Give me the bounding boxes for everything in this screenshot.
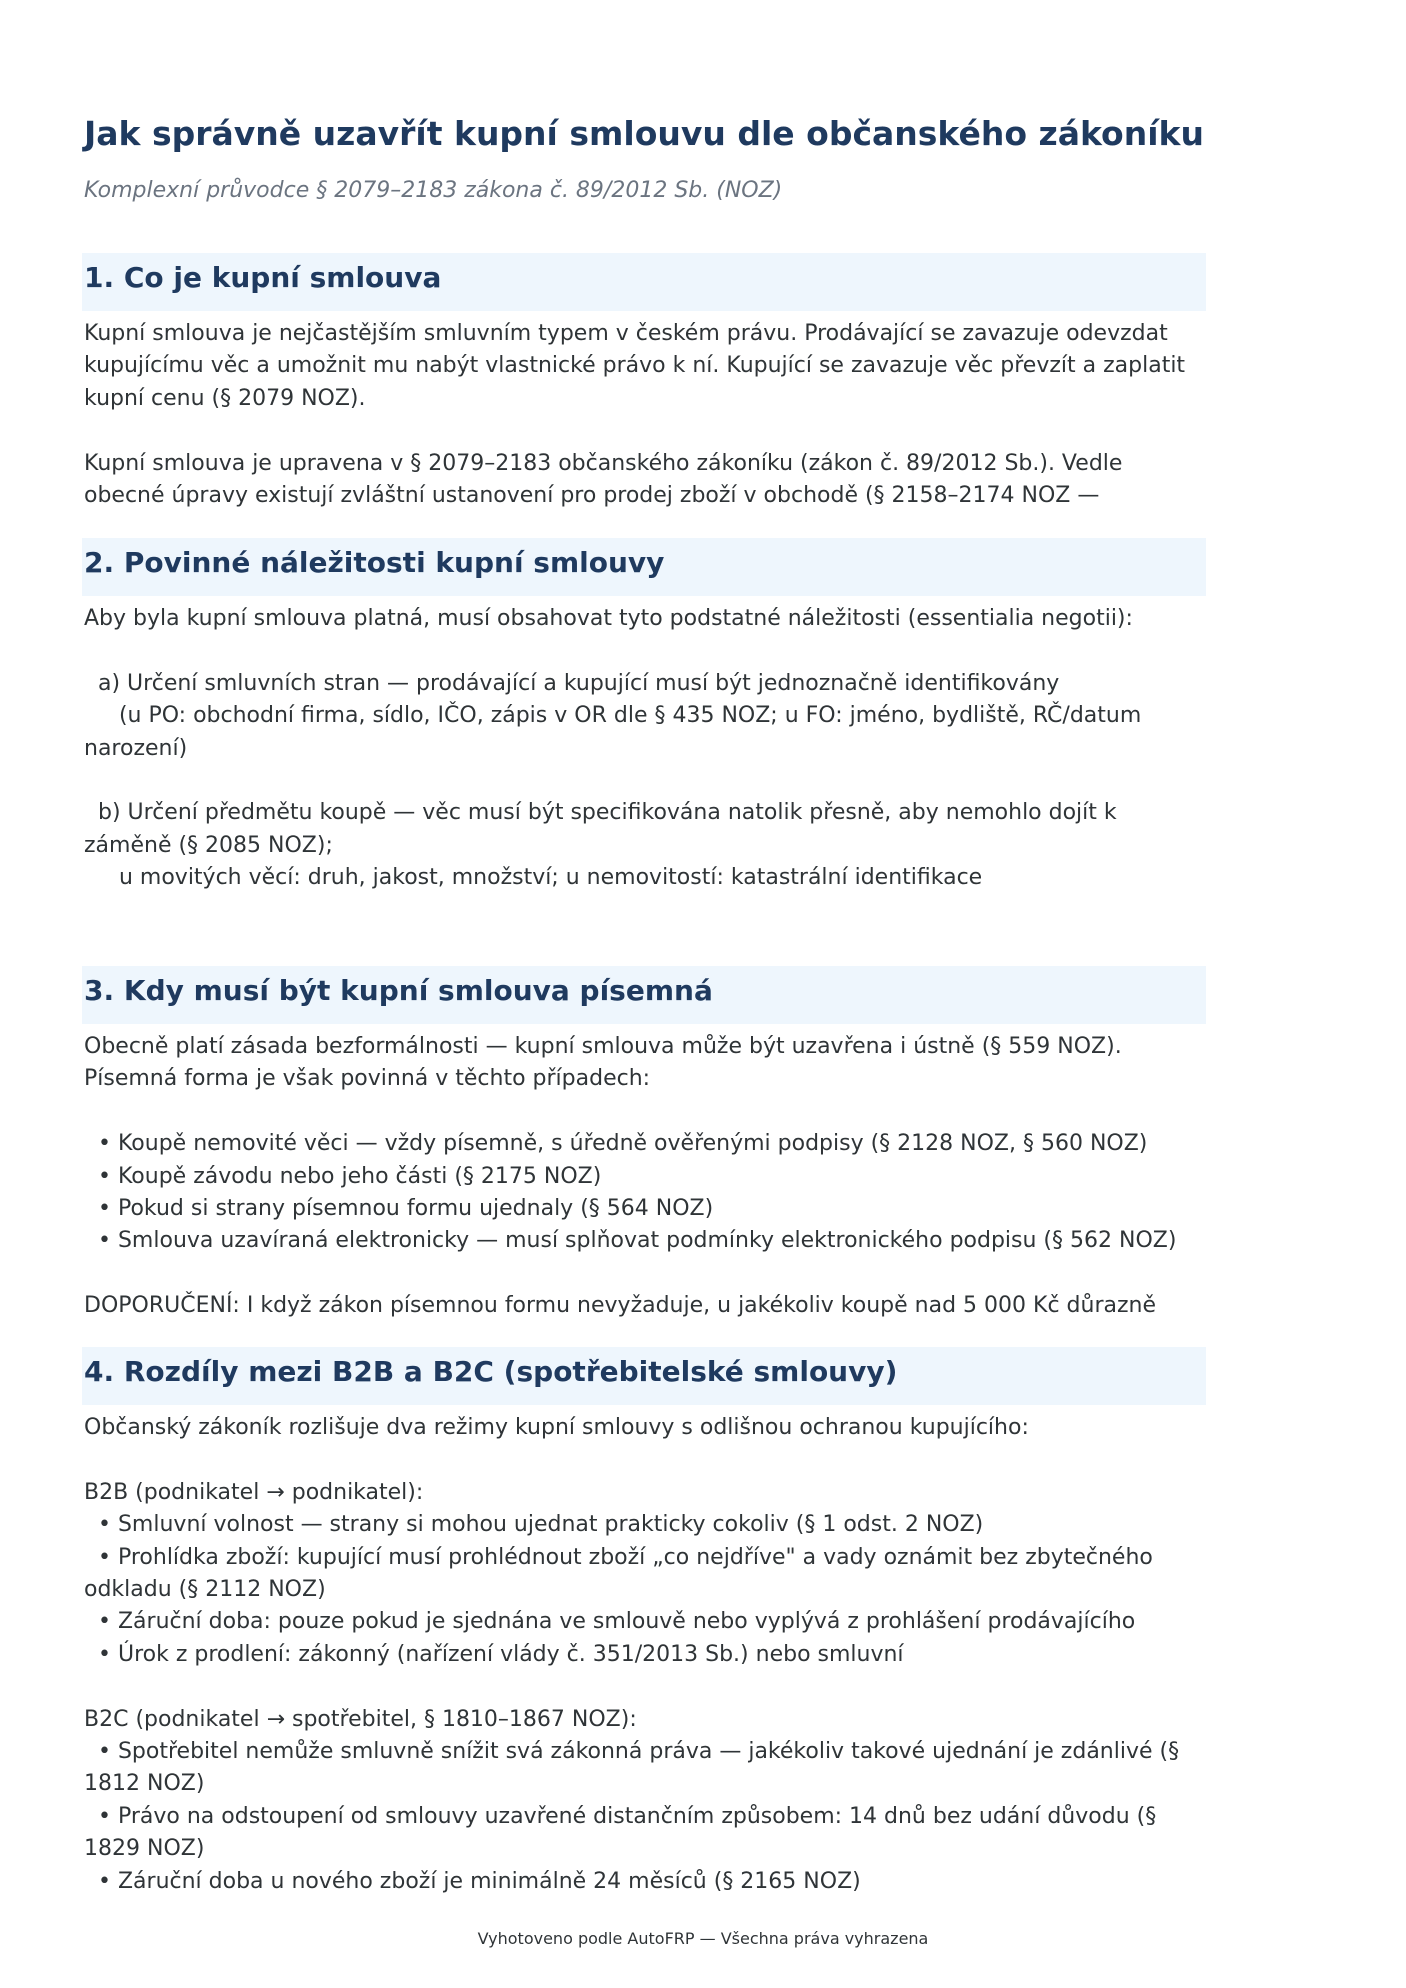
section-1-heading: 1. Co je kupní smlouva bbox=[84, 261, 442, 294]
section-4-body: Občanský zákoník rozlišuje dva režimy kupní smlouvy s odlišnou ochranou kupujícího: B2B (podnikatel → podnikatel): • Smluvní volnost — strany si mohou ujednat prakticky cokoliv (§ 1 odst. 2 NOZ) • Prohlídka zboží: kupující musí prohlédnout zboží „co nejdříve" a vady oznámit bez zbytečného odkladu (§ 2112 NOZ) • Záruční doba: pouze pokud je sjednána ve smlouvě nebo vyplývá z prohlášení prodávajícího • Úrok z prodlení: zákonný (nařízení vlády č. 351/2013 Sb.) nebo smluvní B2C (podnikatel → spotřebitel, § 1810–1867 NOZ): • Spotřebitel nemůže smluvně snížit svá zákonná práva — jakékoliv takové ujednání je zdánlivé (§ 1812 NOZ) • Právo na odstoupení od smlouvy uzavřené distančním způsobem: 14 dnů bez udání důvodu (§ 1829 NOZ) • Záruční doba u nového zboží je minimálně 24 měsíců (§ 2165 NOZ) bbox=[84, 1415, 1180, 1894]
section-2-heading: 2. Povinné náležitosti kupní smlouvy bbox=[84, 546, 665, 579]
section-4-heading: 4. Rozdíly mezi B2B a B2C (spotřebitelské smlouvy) bbox=[84, 1355, 898, 1388]
section-2-header bbox=[82, 538, 1206, 596]
section-3-heading: 3. Kdy musí být kupní smlouva písemná bbox=[84, 974, 713, 1007]
document-subtitle: Komplexní průvodce § 2079–2183 zákona č. 89/2012 Sb. (NOZ) bbox=[84, 178, 783, 203]
section-3-header bbox=[82, 966, 1206, 1024]
section-2-body: Aby byla kupní smlouva platná, musí obsahovat tyto podstatné náležitosti (essentialia negotii): a) Určení smluvních stran — prodávající a kupující musí být jednoznačně identifikovány (u PO: obchodní firma, sídlo, IČO, zápis v OR dle § 435 NOZ; u FO: jméno, bydliště, RČ/datum narození) b) Určení předmětu koupě — věc musí být specifikována natolik přesně, aby nemohlo dojít k záměně (§ 2085 NOZ); u movitých věcí: druh, jakost, množství; u nemovitostí: katastrální identifikace bbox=[84, 606, 1142, 891]
section-3-body: Obecně platí zásada bezformálnosti — kupní smlouva může být uzavřena i ústně (§ 559 NOZ). Písemná forma je však povinná v těchto případech: • Koupě nemovité věci — vždy písemně, s úředně ověřenými podpisy (§ 2128 NOZ, § 560 NOZ) • Koupě závodu nebo jeho části (§ 2175 NOZ) • Pokud si strany písemnou formu ujednaly (§ 564 NOZ) • Smlouva uzavíraná elektronicky — musí splňovat podmínky elektronického podpisu (§ 562 NOZ) DOPORUČENÍ: I když zákon písemnou formu nevyžaduje, u jakékoliv koupě nad 5 000 Kč důrazně bbox=[84, 1034, 1177, 1319]
footer-text: Vyhotoveno podle AutoFRP — Všechna práva vyhrazena bbox=[477, 1929, 929, 1948]
document-title: Jak správně uzavřít kupní smlouvu dle občanského zákoníku bbox=[84, 114, 1204, 153]
section-4-header bbox=[82, 1347, 1206, 1405]
section-1-header bbox=[82, 253, 1206, 311]
section-1-body: Kupní smlouva je nejčastějším smluvním typem v českém právu. Prodávající se zavazuje odevzdat kupujícímu věc a umožnit mu nabýt vlastnické právo k ní. Kupující se zavazuje věc převzít a zaplatit kupní cenu (§ 2079 NOZ). Kupní smlouva je upravena v § 2079–2183 občanského zákoníku (zákon č. 89/2012 Sb.). Vedle obecné úpravy existují zvláštní ustanovení pro prodej zboží v obchodě (§ 2158–2174 NOZ — bbox=[84, 321, 1186, 509]
page-footer bbox=[0, 1929, 1406, 1952]
